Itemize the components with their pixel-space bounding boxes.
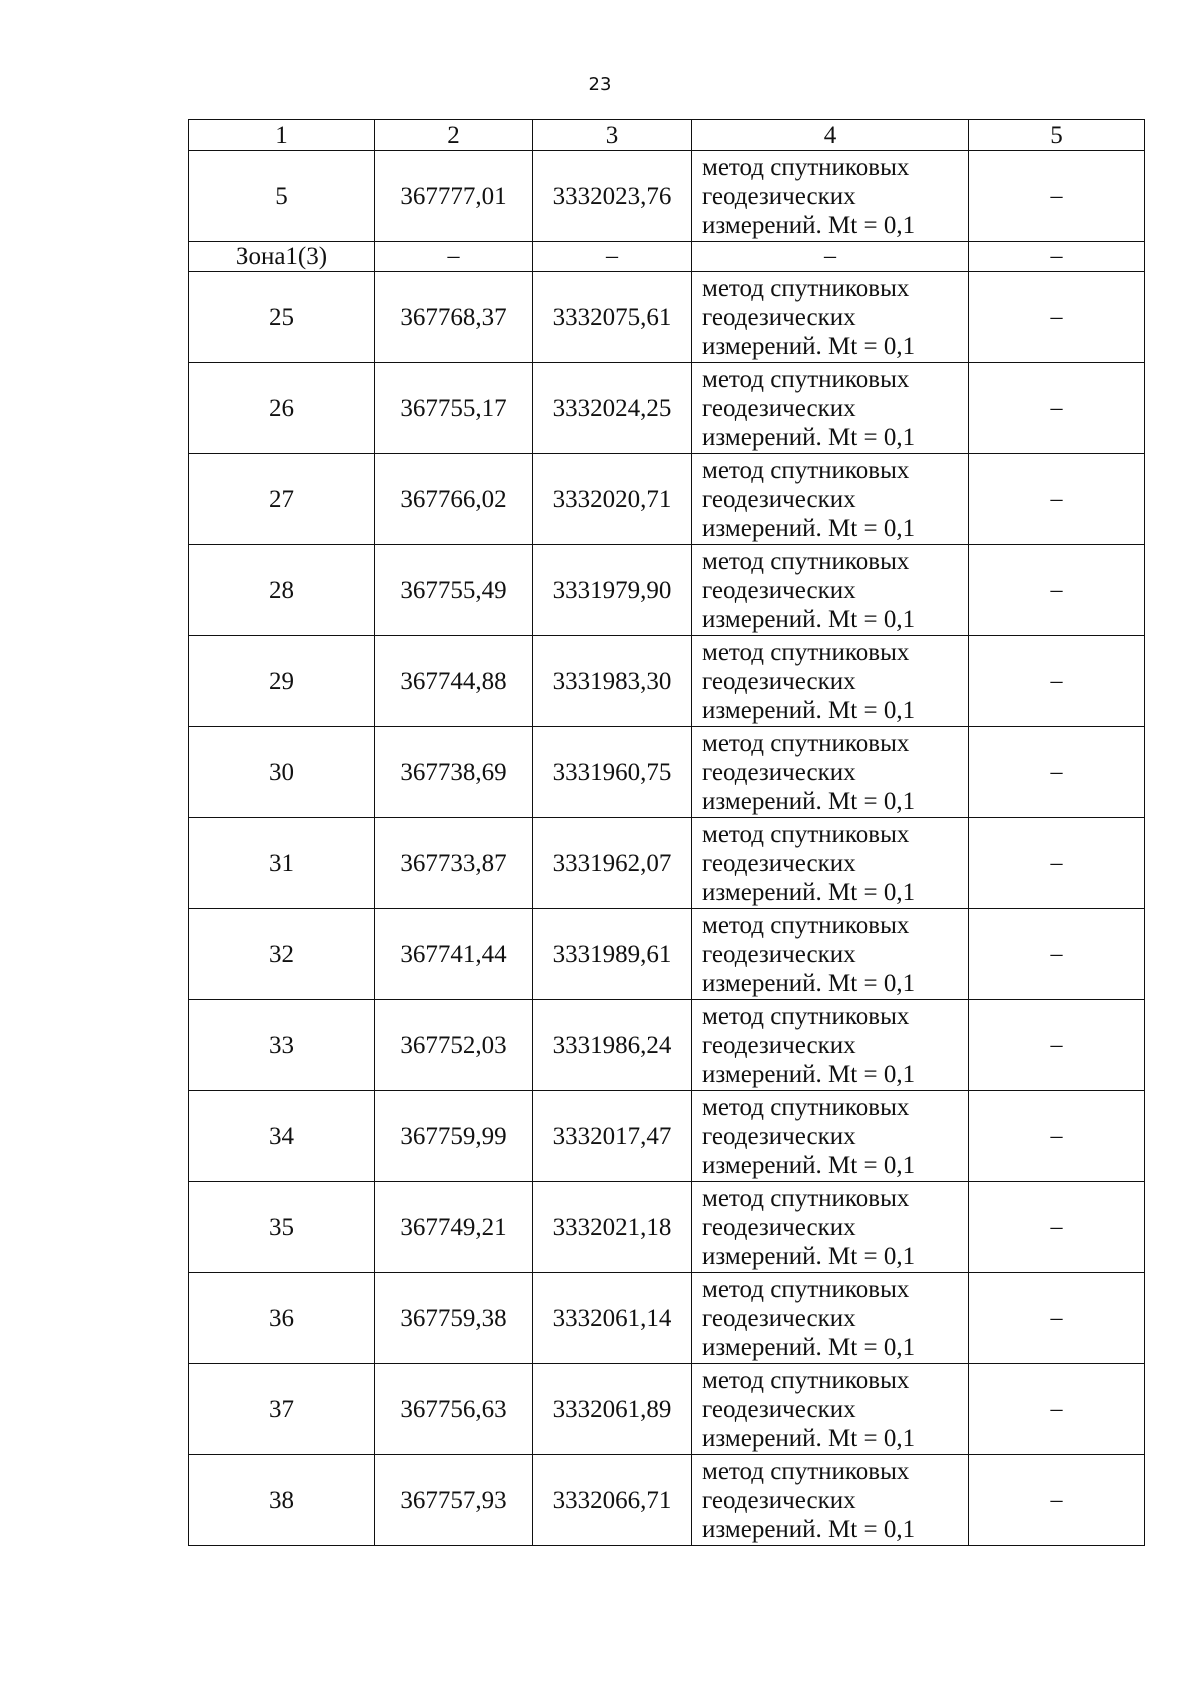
method-cell [692, 1455, 969, 1546]
method-line-3: измерений. Mt = 0,1 [702, 969, 916, 997]
x-coordinate-cell: 367733,87 [375, 818, 533, 909]
point-number-cell: 32 [189, 909, 375, 1000]
x-coordinate-cell: 367756,63 [375, 1364, 533, 1455]
x-coordinate-cell: 367755,49 [375, 545, 533, 636]
y-coordinate-cell: 3332075,61 [533, 272, 692, 363]
method-line-3: измерений. Mt = 0,1 [702, 1515, 916, 1543]
note-cell: – [969, 727, 1145, 818]
header-cell-4: 4 [692, 120, 969, 151]
method-line-2: геодезических [702, 1486, 856, 1514]
zone-row [189, 242, 1145, 272]
method-line-1: метод спутниковых [702, 153, 910, 181]
method-line-1: метод спутниковых [702, 1002, 910, 1030]
note-cell: – [969, 1364, 1145, 1455]
x-coordinate-cell: 367768,37 [375, 272, 533, 363]
y-coordinate-cell: 3331986,24 [533, 1000, 692, 1091]
method-cell [692, 363, 969, 454]
y-coordinate-cell: 3331960,75 [533, 727, 692, 818]
zone-label-cell: Зона1(3) [189, 242, 375, 272]
method-cell [692, 454, 969, 545]
y-coordinate-cell: 3331979,90 [533, 545, 692, 636]
method-line-2: геодезических [702, 485, 856, 513]
table-row [189, 1364, 1145, 1455]
note-cell: – [969, 454, 1145, 545]
method-line-2: геодезических [702, 303, 856, 331]
method-cell [692, 545, 969, 636]
method-line-1: метод спутниковых [702, 911, 910, 939]
method-cell [692, 727, 969, 818]
point-number-cell: 34 [189, 1091, 375, 1182]
x-coordinate-cell: 367755,17 [375, 363, 533, 454]
y-coordinate-cell: 3332021,18 [533, 1182, 692, 1273]
method-cell [692, 151, 969, 242]
y-coordinate-cell: 3332024,25 [533, 363, 692, 454]
method-line-3: измерений. Mt = 0,1 [702, 878, 916, 906]
method-cell [692, 1273, 969, 1364]
table-row [189, 909, 1145, 1000]
y-coordinate-cell: 3332066,71 [533, 1455, 692, 1546]
table-row [189, 545, 1145, 636]
method-line-2: геодезических [702, 1395, 856, 1423]
point-number-cell: 5 [189, 151, 375, 242]
method-line-1: метод спутниковых [702, 729, 910, 757]
table-row [189, 1455, 1145, 1546]
y-coordinate-cell: 3331989,61 [533, 909, 692, 1000]
method-line-2: геодезических [702, 1304, 856, 1332]
method-line-2: геодезических [702, 849, 856, 877]
method-line-1: метод спутниковых [702, 1184, 910, 1212]
method-line-3: измерений. Mt = 0,1 [702, 332, 916, 360]
method-line-2: геодезических [702, 940, 856, 968]
x-coordinate-cell: 367757,93 [375, 1455, 533, 1546]
table-row [189, 1091, 1145, 1182]
point-number-cell: 31 [189, 818, 375, 909]
table-row [189, 454, 1145, 545]
note-cell: – [969, 909, 1145, 1000]
y-coordinate-cell: – [533, 242, 692, 272]
note-cell: – [969, 1000, 1145, 1091]
method-line-1: метод спутниковых [702, 1275, 910, 1303]
method-line-2: геодезических [702, 182, 856, 210]
method-line-2: геодезических [702, 758, 856, 786]
method-line-3: измерений. Mt = 0,1 [702, 1333, 916, 1361]
point-number-cell: 29 [189, 636, 375, 727]
method-line-3: измерений. Mt = 0,1 [702, 423, 916, 451]
point-number-cell: 35 [189, 1182, 375, 1273]
coordinates-table [188, 119, 1145, 1546]
note-cell: – [969, 1091, 1145, 1182]
x-coordinate-cell: 367749,21 [375, 1182, 533, 1273]
method-cell [692, 272, 969, 363]
table-row [189, 1273, 1145, 1364]
point-number-cell: 30 [189, 727, 375, 818]
method-line-3: измерений. Mt = 0,1 [702, 1060, 916, 1088]
method-line-3: измерений. Mt = 0,1 [702, 211, 916, 239]
note-cell: – [969, 272, 1145, 363]
method-cell [692, 636, 969, 727]
method-line-2: геодезических [702, 576, 856, 604]
method-line-1: метод спутниковых [702, 1457, 910, 1485]
point-number-cell: 28 [189, 545, 375, 636]
method-line-1: метод спутниковых [702, 547, 910, 575]
method-line-3: измерений. Mt = 0,1 [702, 1424, 916, 1452]
y-coordinate-cell: 3332023,76 [533, 151, 692, 242]
x-coordinate-cell: 367738,69 [375, 727, 533, 818]
note-cell: – [969, 818, 1145, 909]
point-number-cell: 26 [189, 363, 375, 454]
x-coordinate-cell: 367744,88 [375, 636, 533, 727]
method-line-2: геодезических [702, 1213, 856, 1241]
method-line-1: метод спутниковых [702, 820, 910, 848]
method-line-1: метод спутниковых [702, 1366, 910, 1394]
method-line-1: метод спутниковых [702, 365, 910, 393]
x-coordinate-cell: 367766,02 [375, 454, 533, 545]
method-line-1: метод спутниковых [702, 1093, 910, 1121]
method-line-3: измерений. Mt = 0,1 [702, 514, 916, 542]
method-cell [692, 1364, 969, 1455]
point-number-cell: 37 [189, 1364, 375, 1455]
method-line-2: геодезических [702, 1122, 856, 1150]
x-coordinate-cell: – [375, 242, 533, 272]
point-number-cell: 38 [189, 1455, 375, 1546]
table-row [189, 727, 1145, 818]
method-cell [692, 818, 969, 909]
x-coordinate-cell: 367759,99 [375, 1091, 533, 1182]
note-cell: – [969, 242, 1145, 272]
note-cell: – [969, 636, 1145, 727]
method-line-3: измерений. Mt = 0,1 [702, 605, 916, 633]
y-coordinate-cell: 3331962,07 [533, 818, 692, 909]
page-number: 23 [588, 74, 612, 95]
note-cell: – [969, 1455, 1145, 1546]
header-cell-2: 2 [375, 120, 533, 151]
x-coordinate-cell: 367752,03 [375, 1000, 533, 1091]
header-cell-5: 5 [969, 120, 1145, 151]
point-number-cell: 27 [189, 454, 375, 545]
table-row [189, 818, 1145, 909]
method-line-1: метод спутниковых [702, 274, 910, 302]
method-cell [692, 1182, 969, 1273]
table-row [189, 1000, 1145, 1091]
point-number-cell: 33 [189, 1000, 375, 1091]
note-cell: – [969, 1182, 1145, 1273]
method-line-3: измерений. Mt = 0,1 [702, 787, 916, 815]
method-cell [692, 1000, 969, 1091]
method-line-1: метод спутниковых [702, 456, 910, 484]
header-cell-1: 1 [189, 120, 375, 151]
y-coordinate-cell: 3332061,89 [533, 1364, 692, 1455]
method-cell: – [692, 242, 969, 272]
method-line-2: геодезических [702, 667, 856, 695]
coordinates-table-body [189, 120, 1145, 1546]
point-number-cell: 36 [189, 1273, 375, 1364]
table-row [189, 151, 1145, 242]
method-line-3: измерений. Mt = 0,1 [702, 1242, 916, 1270]
method-cell [692, 1091, 969, 1182]
method-line-2: геодезических [702, 394, 856, 422]
point-number-cell: 25 [189, 272, 375, 363]
note-cell: – [969, 545, 1145, 636]
x-coordinate-cell: 367777,01 [375, 151, 533, 242]
header-row [189, 120, 1145, 151]
method-line-1: метод спутниковых [702, 638, 910, 666]
table-row [189, 1182, 1145, 1273]
y-coordinate-cell: 3332017,47 [533, 1091, 692, 1182]
note-cell: – [969, 151, 1145, 242]
method-line-3: измерений. Mt = 0,1 [702, 696, 916, 724]
table-row [189, 272, 1145, 363]
y-coordinate-cell: 3332020,71 [533, 454, 692, 545]
table-row [189, 363, 1145, 454]
table-row [189, 636, 1145, 727]
method-line-3: измерений. Mt = 0,1 [702, 1151, 916, 1179]
y-coordinate-cell: 3332061,14 [533, 1273, 692, 1364]
method-line-2: геодезических [702, 1031, 856, 1059]
x-coordinate-cell: 367741,44 [375, 909, 533, 1000]
method-cell [692, 909, 969, 1000]
x-coordinate-cell: 367759,38 [375, 1273, 533, 1364]
header-cell-3: 3 [533, 120, 692, 151]
y-coordinate-cell: 3331983,30 [533, 636, 692, 727]
note-cell: – [969, 1273, 1145, 1364]
note-cell: – [969, 363, 1145, 454]
